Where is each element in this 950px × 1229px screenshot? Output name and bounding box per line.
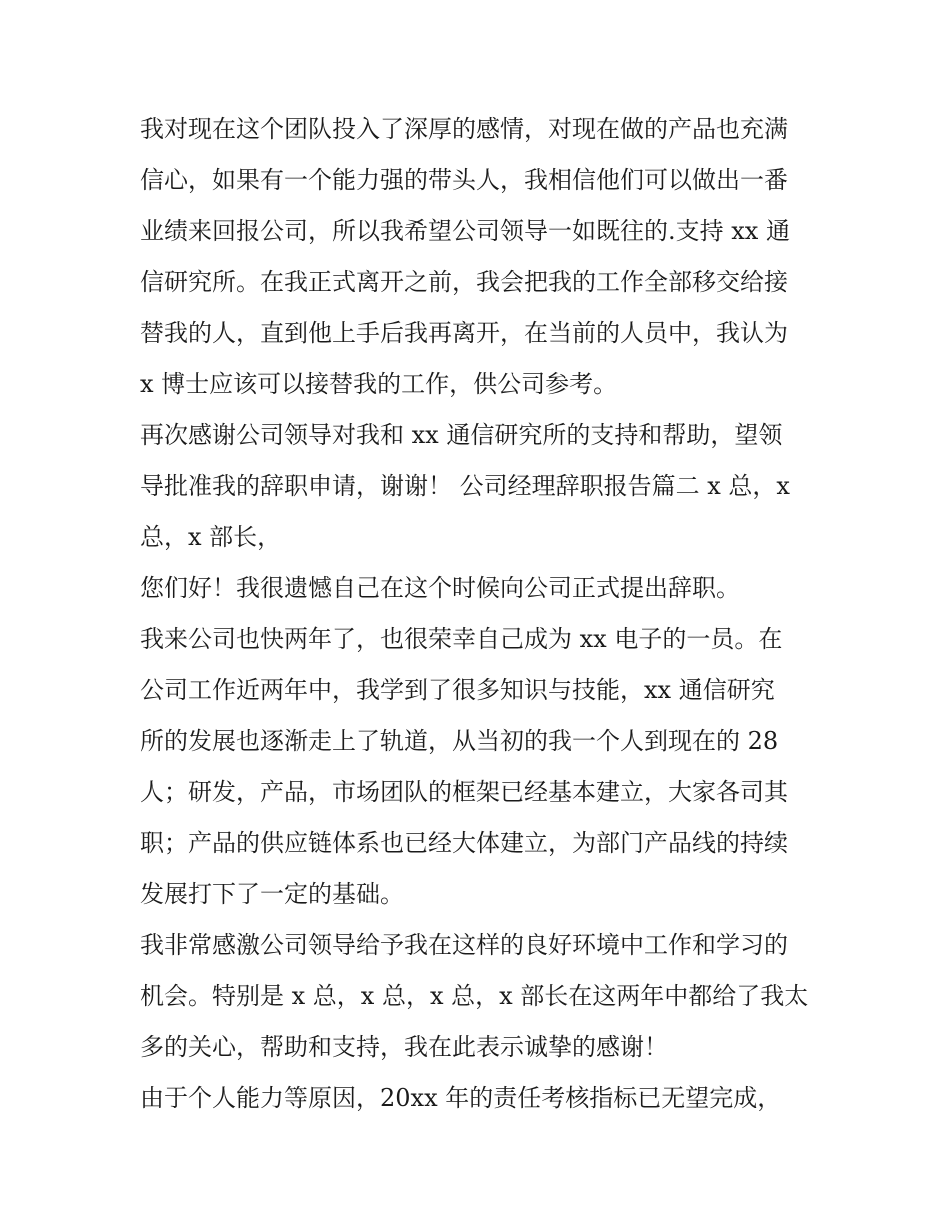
text-line: 替我的人，直到他上手后我再离开，在当前的人员中，我认为 bbox=[140, 319, 788, 347]
text-line: 业绩来回报公司，所以我希望公司领导一如既往的.支持 xx 通 bbox=[140, 217, 790, 245]
text-line: x 博士应该可以接替我的工作，供公司参考。 bbox=[140, 370, 618, 398]
text-line: 由于个人能力等原因，20xx 年的责任考核指标已无望完成， bbox=[140, 1084, 782, 1112]
text-line: 机会。特别是 x 总，x 总，x 总，x 部长在这两年中都给了我太 bbox=[140, 982, 809, 1010]
text-line: 导批准我的辞职申请，谢谢！ 公司经理辞职报告篇二 x 总，x bbox=[140, 472, 790, 500]
text-line: 我非常感激公司领导给予我在这样的良好环境中工作和学习的 bbox=[140, 931, 788, 959]
text-line: 发展打下了一定的基础。 bbox=[140, 880, 404, 908]
text-line: 职；产品的供应链体系也已经大体建立，为部门产品线的持续 bbox=[140, 829, 788, 857]
text-line: 总，x 部长， bbox=[140, 523, 282, 551]
text-line: 再次感谢公司领导对我和 xx 通信研究所的支持和帮助，望领 bbox=[140, 421, 783, 449]
text-line: 人；研发，产品，市场团队的框架已经基本建立，大家各司其 bbox=[140, 778, 788, 806]
text-line: 公司工作近两年中，我学到了很多知识与技能，xx 通信研究 bbox=[140, 676, 775, 704]
text-line: 所的发展也逐渐走上了轨道，从当初的我一个人到现在的 28 bbox=[140, 727, 779, 755]
text-line: 我对现在这个团队投入了深厚的感情，对现在做的产品也充满 bbox=[140, 115, 788, 143]
text-line: 信研究所。在我正式离开之前，我会把我的工作全部移交给接 bbox=[140, 268, 788, 296]
text-line: 多的关心，帮助和支持，我在此表示诚挚的感谢！ bbox=[140, 1033, 668, 1061]
document-body bbox=[140, 104, 812, 1124]
text-line: 我来公司也快两年了，也很荣幸自己成为 xx 电子的一员。在 bbox=[140, 625, 783, 653]
text-line: 您们好！我很遗憾自己在这个时候向公司正式提出辞职。 bbox=[140, 574, 740, 602]
text-line: 信心，如果有一个能力强的带头人，我相信他们可以做出一番 bbox=[140, 166, 788, 194]
